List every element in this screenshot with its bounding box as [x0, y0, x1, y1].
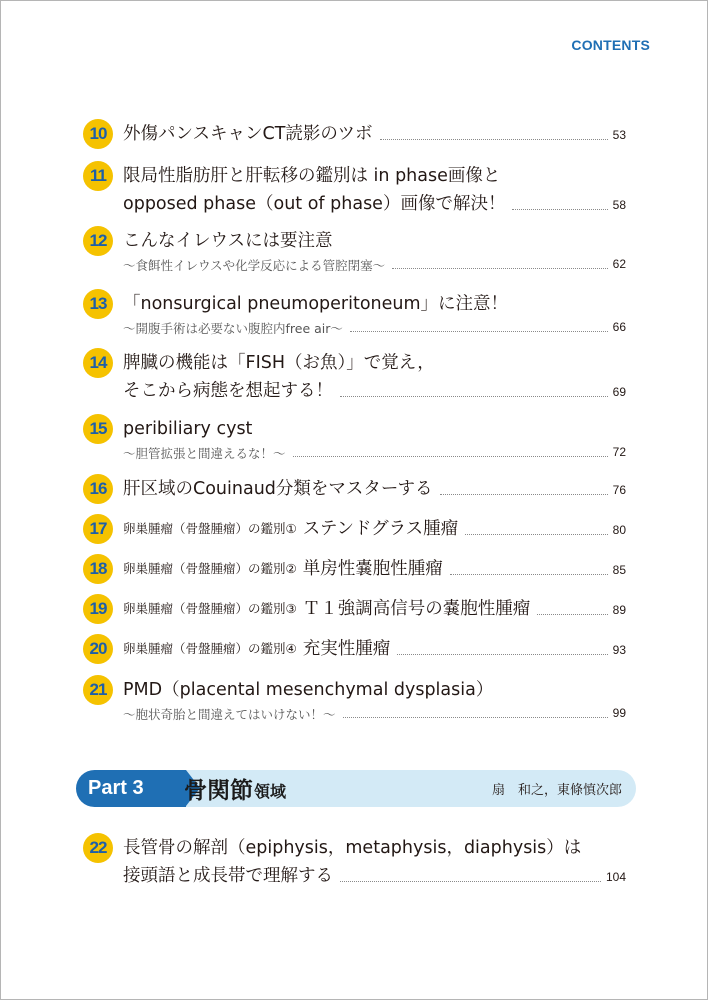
entry-number-badge: 17 [83, 514, 113, 544]
entry-number-badge: 16 [83, 474, 113, 504]
dot-leader [450, 574, 608, 575]
toc-entry[interactable] [83, 514, 626, 546]
dot-leader [392, 268, 608, 269]
part-title-suffix: 領域 [254, 781, 287, 801]
entry-number-badge: 11 [83, 161, 113, 191]
page-number: 58 [612, 198, 626, 212]
page-number: 76 [612, 483, 626, 497]
entry-number-badge: 12 [83, 226, 113, 256]
entry-title-line1: 長管骨の解剖（epiphysis，metaphysis，diaphysis）は [123, 838, 582, 858]
entry-title-line1: 脾臓の機能は「FISH（お魚）」で覚え， [123, 353, 435, 373]
page-number: 72 [612, 445, 626, 459]
entry-prefix: 卵巣腫瘤（骨盤腫瘤）の鑑別② [123, 561, 297, 576]
part-authors: 扇 和之，東條慎次郎 [491, 783, 622, 798]
toc-entry[interactable] [83, 675, 626, 731]
entry-number-badge: 22 [83, 833, 113, 863]
entry-title: 肝区域のCouinaud分類をマスターする [123, 479, 433, 499]
page-number: 69 [612, 385, 626, 399]
toc-entry[interactable] [83, 161, 626, 221]
entry-prefix: 卵巣腫瘤（骨盤腫瘤）の鑑別① [123, 521, 297, 536]
dot-leader [293, 456, 608, 457]
toc-entry[interactable] [83, 474, 626, 506]
page-number: 62 [612, 257, 626, 271]
part-label: Part 3 [76, 770, 186, 807]
entry-prefix: 卵巣腫瘤（骨盤腫瘤）の鑑別④ [123, 641, 297, 656]
dot-leader [440, 494, 608, 495]
entry-number-badge: 13 [83, 289, 113, 319]
entry-subtitle: 〜胞状奇胎と間違えてはいけない！〜 [123, 707, 336, 722]
entry-title: 単房性嚢胞性腫瘤 [302, 559, 443, 579]
toc-entry[interactable] [83, 554, 626, 586]
dot-leader [512, 209, 607, 210]
entry-title-line2: 接頭語と成長帯で理解する [123, 866, 333, 886]
dot-leader [343, 717, 608, 718]
dot-leader [465, 534, 608, 535]
entry-title-line2: そこから病態を想起する！ [123, 381, 333, 401]
page-number: 66 [612, 320, 626, 334]
page-number: 53 [612, 128, 626, 142]
dot-leader [340, 396, 608, 397]
entry-title: 「nonsurgical pneumoperitoneum」に注意！ [123, 294, 509, 314]
entry-title: こんなイレウスには要注意 [123, 231, 333, 251]
entry-number-badge: 21 [83, 675, 113, 705]
toc-entry[interactable] [83, 414, 626, 470]
toc-entry[interactable] [83, 119, 626, 151]
page-number: 89 [612, 603, 626, 617]
toc-entry[interactable] [83, 348, 626, 408]
toc-entry[interactable] [83, 833, 626, 893]
page-number: 85 [612, 563, 626, 577]
entry-number-badge: 14 [83, 348, 113, 378]
entry-title: ステンドグラス腫瘤 [302, 519, 459, 539]
entry-number-badge: 10 [83, 119, 113, 149]
entry-number-badge: 15 [83, 414, 113, 444]
entry-title: 充実性腫瘤 [302, 639, 391, 659]
part-title-main: 骨関節 [184, 778, 253, 804]
dot-leader [340, 881, 601, 882]
dot-leader [397, 654, 607, 655]
entry-title: 外傷パンスキャンCT読影のツボ [123, 124, 373, 144]
toc-entry[interactable] [83, 226, 626, 282]
entry-subtitle: 〜開腹手術は必要ない腹腔内free air〜 [123, 321, 343, 336]
contents-header: CONTENTS [571, 37, 650, 53]
entry-prefix: 卵巣腫瘤（骨盤腫瘤）の鑑別③ [123, 601, 297, 616]
part-title [184, 770, 286, 807]
entry-number-badge: 18 [83, 554, 113, 584]
toc-entry[interactable] [83, 289, 626, 345]
entry-title-line2: opposed phase（out of phase）画像で解決！ [123, 194, 506, 214]
entry-number-badge: 19 [83, 594, 113, 624]
page-number: 99 [612, 706, 626, 720]
entry-title: peribiliary cyst [123, 419, 253, 439]
entry-title-line1: 限局性脂肪肝と肝転移の鑑別は in phase画像と [123, 166, 501, 186]
page-number: 80 [612, 523, 626, 537]
toc-entry[interactable] [83, 594, 626, 626]
page-number: 104 [605, 870, 626, 884]
page-number: 93 [612, 643, 626, 657]
dot-leader [537, 614, 607, 615]
toc-entry[interactable] [83, 634, 626, 666]
entry-subtitle: 〜胆管拡張と間違えるな！〜 [123, 446, 286, 461]
entry-number-badge: 20 [83, 634, 113, 664]
entry-title: PMD（placental mesenchymal dysplasia） [123, 680, 494, 700]
entry-subtitle: 〜食餌性イレウスや化学反応による管腔閉塞〜 [123, 258, 386, 273]
dot-leader [380, 139, 608, 140]
entry-title: Ｔ１強調高信号の嚢胞性腫瘤 [302, 599, 531, 619]
dot-leader [350, 331, 608, 332]
part-header-bar[interactable] [76, 770, 636, 807]
